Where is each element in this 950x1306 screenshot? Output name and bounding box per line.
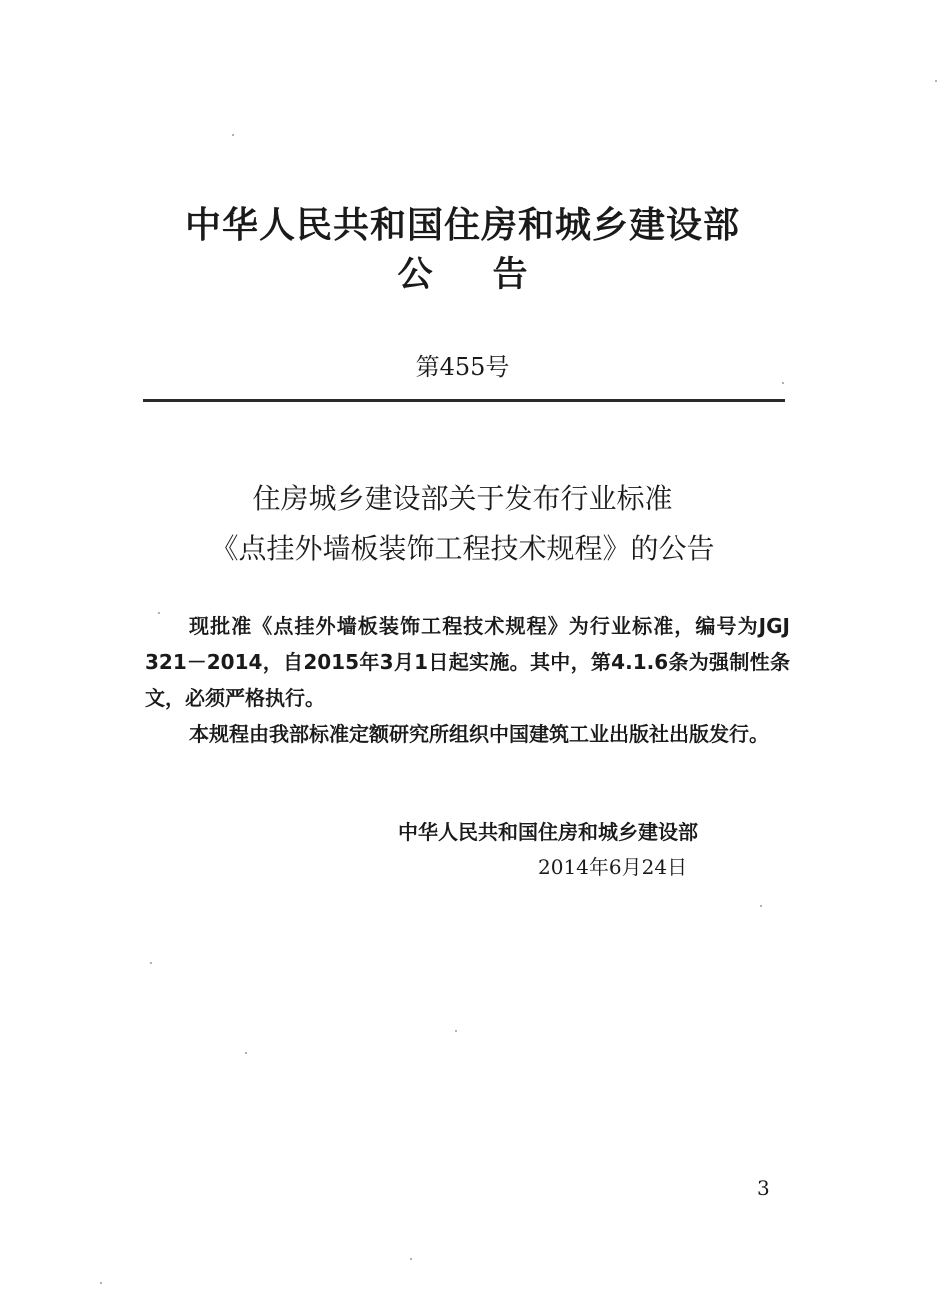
scan-speck xyxy=(245,1052,247,1054)
scan-speck xyxy=(232,134,234,136)
scan-speck xyxy=(410,1258,412,1260)
signature-date: 2014年6月24日 xyxy=(538,855,688,879)
scan-speck xyxy=(100,1282,102,1284)
body-paragraph-2: 本规程由我部标准定额研究所组织中国建筑工业出版社出版发行。 xyxy=(189,722,769,746)
notice-title xyxy=(0,474,925,574)
divider-rule xyxy=(143,399,785,402)
notice-title-line-2: 《点挂外墙板装饰工程技术规程》的公告 xyxy=(210,532,715,565)
scan-speck xyxy=(455,1030,457,1032)
document-number: 第455号 xyxy=(415,353,510,381)
notice-title-line-1: 住房城乡建设部关于发布行业标准 xyxy=(252,482,673,515)
scan-speck xyxy=(935,80,937,82)
scan-speck xyxy=(150,962,152,964)
notice-body xyxy=(145,608,790,752)
scan-speck xyxy=(782,382,784,384)
signature-issuer: 中华人民共和国住房和城乡建设部 xyxy=(398,820,698,844)
body-paragraph-1: 现批准《点挂外墙板装饰工程技术规程》为行业标准，编号为JGJ 321－2014，自2015年3月1日起实施。其中，第4.1.6条为强制性条文，必须严格执行。 xyxy=(145,614,790,710)
ministry-heading: 中华人民共和国住房和城乡建设部 xyxy=(184,205,740,246)
announcement-heading: 公告 xyxy=(397,255,588,295)
scan-speck xyxy=(158,612,160,614)
page-number: 3 xyxy=(757,1176,770,1200)
scan-speck xyxy=(760,905,762,907)
